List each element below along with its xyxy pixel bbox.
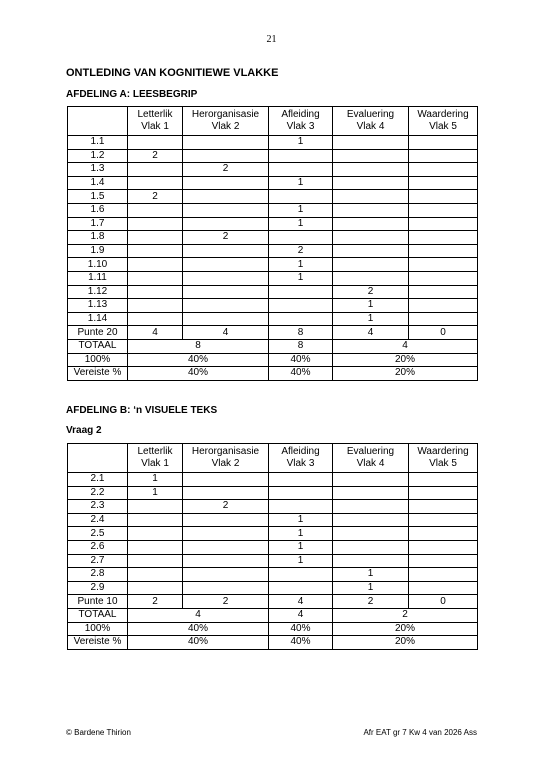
value-cell [333,190,409,204]
value-cell [333,163,409,177]
summary-cell: 20% [333,353,478,367]
value-cell: 4 [269,595,333,609]
value-cell: 1 [269,176,333,190]
row-label-cell: 1.12 [68,285,128,299]
row-label-cell: 1.11 [68,271,128,285]
value-cell [409,271,478,285]
table-row [68,190,478,204]
value-cell [128,244,183,258]
row-label-cell: 2.2 [68,486,128,500]
value-cell [409,258,478,272]
summary-cell: 4 [128,608,269,622]
value-cell: 2 [183,500,269,514]
row-label-cell: 1.7 [68,217,128,231]
table-row [68,312,478,326]
header-line-1: Afleiding [281,109,320,120]
summary-cell: 40% [269,367,333,381]
row-label-cell: 1.5 [68,190,128,204]
table-row [68,258,478,272]
value-cell: 1 [333,581,409,595]
value-cell [183,581,269,595]
value-cell [333,231,409,245]
percent-row [68,353,478,367]
header-line-1: Herorganisasie [191,446,260,457]
table-row [68,244,478,258]
section-b-title: AFDELING B: ‘n VISUELE TEKS [66,405,218,416]
value-cell [183,486,269,500]
value-cell [333,217,409,231]
value-cell [333,527,409,541]
header-row [68,107,478,136]
row-label-cell: 1.13 [68,299,128,313]
header-cell [183,444,269,473]
header-cell [269,107,333,136]
value-cell [269,486,333,500]
value-cell [409,486,478,500]
value-cell [333,473,409,487]
table-row [68,326,478,340]
header-line-2: Vlak 1 [141,121,169,132]
value-cell [128,258,183,272]
value-cell: 1 [269,258,333,272]
page-title: ONTLEDING VAN KOGNITIEWE VLAKKE [66,67,279,79]
value-cell: 1 [128,486,183,500]
summary-cell: 2 [333,608,478,622]
value-cell [183,285,269,299]
value-cell [269,581,333,595]
header-line-2: Vlak 3 [286,121,315,132]
value-cell [333,513,409,527]
value-cell: 1 [269,217,333,231]
section-b-subtitle: Vraag 2 [66,425,102,436]
table-row [68,554,478,568]
value-cell [409,176,478,190]
row-label-cell: 2.9 [68,581,128,595]
row-label-cell: 1.10 [68,258,128,272]
row-label-cell: 100% [68,353,128,367]
value-cell [183,299,269,313]
row-label-cell: 100% [68,622,128,636]
value-cell [183,217,269,231]
header-line-1: Herorganisasie [191,109,260,120]
summary-cell: 20% [333,367,478,381]
header-cell [409,107,478,136]
row-label-cell: 1.2 [68,149,128,163]
value-cell: 1 [128,473,183,487]
value-cell [333,244,409,258]
value-cell [409,473,478,487]
value-cell [333,176,409,190]
row-label-cell: TOTAAL [68,608,128,622]
table-row [68,513,478,527]
value-cell [128,581,183,595]
table-row [68,486,478,500]
header-line-2: Vlak 2 [211,121,240,132]
value-cell [128,163,183,177]
header-cell [128,444,183,473]
value-cell [409,203,478,217]
table-row [68,540,478,554]
summary-cell: 40% [128,367,269,381]
value-cell [409,190,478,204]
header-cell [269,444,333,473]
value-cell [269,473,333,487]
header-row [68,444,478,473]
table-row [68,299,478,313]
value-cell [333,136,409,150]
value-cell [409,312,478,326]
value-cell [183,312,269,326]
value-cell: 1 [269,527,333,541]
summary-cell: 8 [128,339,269,353]
value-cell: 1 [269,554,333,568]
value-cell: 1 [269,540,333,554]
footer-copyright: © Bardene Thirion [66,728,131,737]
value-cell: 1 [269,136,333,150]
value-cell [128,217,183,231]
header-cell [128,107,183,136]
table-row [68,176,478,190]
header-line-2: Vlak 2 [211,458,240,469]
table-row [68,271,478,285]
value-cell: 4 [128,326,183,340]
value-cell: 4 [333,326,409,340]
row-label-cell: TOTAAL [68,339,128,353]
value-cell [333,149,409,163]
table-row [68,473,478,487]
value-cell [128,312,183,326]
value-cell [128,271,183,285]
value-cell [409,231,478,245]
value-cell [183,258,269,272]
header-line-1: Waardering [417,446,469,457]
row-label-cell: Vereiste % [68,636,128,650]
row-label-cell: 2.4 [68,513,128,527]
value-cell [183,244,269,258]
value-cell: 2 [183,595,269,609]
summary-cell: 40% [128,622,269,636]
value-cell [128,500,183,514]
header-line-2: Vlak 3 [286,458,315,469]
header-line-1: Letterlik [137,109,173,120]
value-cell [183,527,269,541]
value-cell [269,190,333,204]
value-cell [269,231,333,245]
value-cell [409,581,478,595]
value-cell [409,244,478,258]
row-label-cell: 1.1 [68,136,128,150]
value-cell [128,568,183,582]
value-cell [183,149,269,163]
value-cell: 0 [409,595,478,609]
value-cell: 1 [269,271,333,285]
value-cell [269,149,333,163]
row-label-cell: 2.8 [68,568,128,582]
value-cell [409,554,478,568]
summary-cell: 4 [333,339,478,353]
value-cell [409,568,478,582]
value-cell [409,136,478,150]
value-cell [269,500,333,514]
value-cell [409,217,478,231]
summary-cell: 8 [269,339,333,353]
value-cell: 2 [183,231,269,245]
summary-cell: 40% [269,353,333,367]
value-cell [128,513,183,527]
value-cell [128,285,183,299]
value-cell: 1 [269,513,333,527]
table-row [68,581,478,595]
value-cell [128,203,183,217]
value-cell: 1 [333,568,409,582]
value-cell [128,554,183,568]
value-cell [333,486,409,500]
value-cell [409,500,478,514]
value-cell [183,190,269,204]
value-cell [333,271,409,285]
value-cell [333,500,409,514]
value-cell: 8 [269,326,333,340]
header-line-1: Evaluering [346,446,395,457]
table-row [68,136,478,150]
value-cell [128,540,183,554]
table-row [68,285,478,299]
percent-row [68,622,478,636]
header-line-1: Evaluering [346,109,395,120]
vereiste-row [68,367,478,381]
row-label-cell: 2.3 [68,500,128,514]
row-label-cell: 1.4 [68,176,128,190]
header-cell [68,444,128,473]
value-cell [183,513,269,527]
page-number: 21 [266,34,277,45]
header-line-1: Afleiding [281,446,320,457]
section-a-table [67,106,478,381]
value-cell [183,554,269,568]
value-cell [269,312,333,326]
value-cell [128,136,183,150]
value-cell: 1 [333,299,409,313]
value-cell: 0 [409,326,478,340]
row-label-cell: 1.3 [68,163,128,177]
table-row [68,203,478,217]
summary-cell: 40% [269,622,333,636]
row-label-cell: 2.5 [68,527,128,541]
summary-cell: 20% [333,636,478,650]
header-line-2: Vlak 4 [356,458,385,469]
header-line-1: Waardering [417,109,469,120]
value-cell [183,568,269,582]
value-cell [269,568,333,582]
totaal-row [68,339,478,353]
value-cell [269,163,333,177]
value-cell [333,554,409,568]
value-cell [128,527,183,541]
table-row [68,595,478,609]
value-cell [409,527,478,541]
value-cell [269,285,333,299]
header-line-2: Vlak 1 [141,458,169,469]
summary-cell: 4 [269,608,333,622]
row-label-cell: 1.6 [68,203,128,217]
header-cell [68,107,128,136]
section-a-title: AFDELING A: LEESBEGRIP [66,89,198,100]
value-cell [183,540,269,554]
value-cell [409,513,478,527]
row-label-cell: 1.8 [68,231,128,245]
table-row [68,217,478,231]
value-cell [409,299,478,313]
value-cell: 2 [333,285,409,299]
value-cell [409,285,478,299]
table-row [68,163,478,177]
header-cell [333,444,409,473]
row-label-cell: 1.9 [68,244,128,258]
table-row [68,500,478,514]
value-cell [183,176,269,190]
vereiste-row [68,636,478,650]
value-cell: 2 [183,163,269,177]
value-cell [183,136,269,150]
table-row [68,231,478,245]
summary-cell: 40% [128,636,269,650]
row-label-cell: 2.7 [68,554,128,568]
summary-cell: 40% [269,636,333,650]
table-row [68,568,478,582]
value-cell [409,163,478,177]
value-cell: 2 [333,595,409,609]
value-cell [333,258,409,272]
value-cell [128,231,183,245]
value-cell: 4 [183,326,269,340]
row-label-cell: 1.14 [68,312,128,326]
value-cell [183,203,269,217]
row-label-cell: 2.6 [68,540,128,554]
row-label-cell: 2.1 [68,473,128,487]
footer-document-info: Afr EAT gr 7 Kw 4 van 2026 Ass [363,728,477,737]
value-cell: 1 [333,312,409,326]
value-cell [183,473,269,487]
value-cell: 2 [269,244,333,258]
header-line-2: Vlak 5 [429,121,457,132]
row-label-cell: Punte 10 [68,595,128,609]
value-cell [409,149,478,163]
value-cell [128,176,183,190]
value-cell [183,271,269,285]
value-cell: 2 [128,149,183,163]
totaal-row [68,608,478,622]
header-line-2: Vlak 5 [429,458,457,469]
section-b-table [67,443,478,650]
value-cell [333,540,409,554]
table-row [68,527,478,541]
header-line-2: Vlak 4 [356,121,385,132]
value-cell [269,299,333,313]
table-row [68,149,478,163]
header-cell [333,107,409,136]
value-cell: 2 [128,190,183,204]
value-cell [128,299,183,313]
value-cell: 1 [269,203,333,217]
row-label-cell: Punte 20 [68,326,128,340]
value-cell [333,203,409,217]
row-label-cell: Vereiste % [68,367,128,381]
summary-cell: 20% [333,622,478,636]
header-cell [183,107,269,136]
header-line-1: Letterlik [137,446,173,457]
summary-cell: 40% [128,353,269,367]
value-cell [409,540,478,554]
header-cell [409,444,478,473]
value-cell: 2 [128,595,183,609]
